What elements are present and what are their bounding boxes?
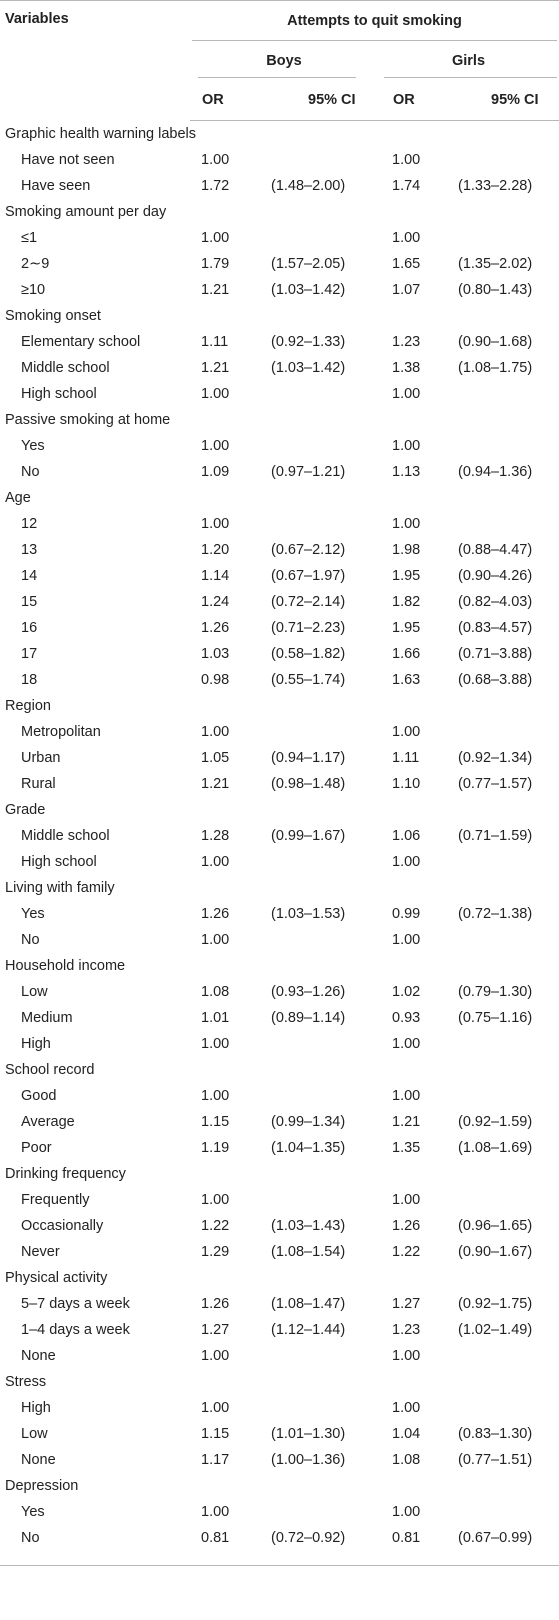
category-row bbox=[0, 953, 559, 979]
boys-or-value: 1.22 bbox=[201, 1218, 230, 1234]
row-label: No bbox=[21, 464, 40, 480]
boys-or-value: 1.00 bbox=[201, 854, 230, 870]
boys-ci-value: (0.55–1.74) bbox=[271, 672, 346, 688]
boys-ci-value: (1.03–1.43) bbox=[271, 1218, 346, 1234]
category-row bbox=[0, 1369, 559, 1395]
row-label: Occasionally bbox=[21, 1218, 104, 1234]
category-row bbox=[0, 121, 559, 148]
girls-or-value: 0.99 bbox=[392, 906, 421, 922]
boys-or-value: 0.98 bbox=[201, 672, 230, 688]
boys-header-label: Boys bbox=[266, 52, 302, 69]
bottom-rule-cell bbox=[0, 1551, 559, 1566]
boys-or-value: 1.21 bbox=[201, 282, 230, 298]
category-row bbox=[0, 797, 559, 823]
table-row bbox=[0, 1343, 559, 1369]
girls-or-value: 1.00 bbox=[392, 932, 421, 948]
girls-or-value: 1.27 bbox=[392, 1296, 421, 1312]
row-label: Average bbox=[21, 1114, 75, 1130]
girls-ci-value: (0.96–1.65) bbox=[458, 1218, 533, 1234]
boys-ci-value bbox=[260, 1343, 378, 1369]
boys-or-value: 1.26 bbox=[201, 620, 230, 636]
row-label: High school bbox=[21, 386, 97, 402]
girls-ci-value: (0.83–1.30) bbox=[458, 1426, 533, 1442]
girls-or-value: 1.07 bbox=[392, 282, 421, 298]
boys-or-value: 0.81 bbox=[201, 1530, 230, 1546]
boys-ci-value: (0.92–1.33) bbox=[271, 334, 346, 350]
boys-or-value: 1.00 bbox=[201, 1400, 230, 1416]
category-row bbox=[0, 693, 559, 719]
girls-or-value: 1.00 bbox=[392, 1192, 421, 1208]
girls-ci-header: 95% CI bbox=[445, 80, 559, 121]
boys-ci-value: (1.00–1.36) bbox=[271, 1452, 346, 1468]
boys-or-value: 1.05 bbox=[201, 750, 230, 766]
category-row bbox=[0, 1057, 559, 1083]
girls-or-value: 1.95 bbox=[392, 568, 421, 584]
table-row bbox=[0, 1135, 559, 1161]
girls-ci-value bbox=[445, 1343, 559, 1369]
boys-or-value: 1.00 bbox=[201, 230, 230, 246]
girls-ci-value: (1.08–1.69) bbox=[458, 1140, 533, 1156]
girls-ci-value: (0.75–1.16) bbox=[458, 1010, 533, 1026]
boys-or-value: 1.19 bbox=[201, 1140, 230, 1156]
table-row bbox=[0, 511, 559, 537]
category-row bbox=[0, 199, 559, 225]
girls-ci-value: (0.72–1.38) bbox=[458, 906, 533, 922]
boys-ci-value bbox=[260, 849, 378, 875]
category-label: Passive smoking at home bbox=[5, 412, 171, 428]
girls-or-value: 1.21 bbox=[392, 1114, 421, 1130]
row-label: Yes bbox=[21, 438, 45, 454]
boys-ci-value: (0.67–2.12) bbox=[271, 542, 346, 558]
boys-or-header: OR bbox=[190, 80, 260, 121]
boys-or-value: 1.01 bbox=[201, 1010, 230, 1026]
table-row bbox=[0, 1187, 559, 1213]
girls-ci-value bbox=[445, 1031, 559, 1057]
boys-ci-value: (0.72–0.92) bbox=[271, 1530, 346, 1546]
girls-ci-value bbox=[445, 1499, 559, 1525]
boys-or-value: 1.03 bbox=[201, 646, 230, 662]
row-label: 12 bbox=[21, 516, 38, 532]
boys-or-value: 1.00 bbox=[201, 1504, 230, 1520]
girls-or-value: 1.23 bbox=[392, 1322, 421, 1338]
girls-ci-value bbox=[445, 719, 559, 745]
table-row bbox=[0, 563, 559, 589]
girls-ci-value bbox=[445, 1187, 559, 1213]
boys-or-value: 1.09 bbox=[201, 464, 230, 480]
girls-header-rule bbox=[384, 77, 557, 78]
boys-ci-value: (0.99–1.67) bbox=[271, 828, 346, 844]
table-row bbox=[0, 1239, 559, 1265]
boys-or-value: 1.28 bbox=[201, 828, 230, 844]
row-label: Frequently bbox=[21, 1192, 90, 1208]
row-label: Medium bbox=[21, 1010, 73, 1026]
boys-ci-value bbox=[260, 225, 378, 251]
girls-or-value: 1.98 bbox=[392, 542, 421, 558]
boys-ci-value bbox=[260, 1083, 378, 1109]
category-row bbox=[0, 875, 559, 901]
girls-ci-value: (0.71–3.88) bbox=[458, 646, 533, 662]
girls-or-value: 0.93 bbox=[392, 1010, 421, 1026]
boys-ci-value bbox=[260, 147, 378, 173]
girls-or-value: 1.00 bbox=[392, 854, 421, 870]
girls-or-value: 1.04 bbox=[392, 1426, 421, 1442]
boys-or-value: 1.00 bbox=[201, 1348, 230, 1364]
boys-or-value: 1.27 bbox=[201, 1322, 230, 1338]
category-label: Depression bbox=[5, 1478, 79, 1494]
boys-ci-value: (1.04–1.35) bbox=[271, 1140, 346, 1156]
category-label: School record bbox=[5, 1062, 95, 1078]
girls-ci-value: (0.71–1.59) bbox=[458, 828, 533, 844]
table-row bbox=[0, 849, 559, 875]
boys-or-value: 1.00 bbox=[201, 386, 230, 402]
boys-ci-value bbox=[260, 927, 378, 953]
girls-ci-value bbox=[445, 225, 559, 251]
boys-ci-value bbox=[260, 1499, 378, 1525]
girls-or-header: OR bbox=[378, 80, 445, 121]
boys-ci-value: (0.67–1.97) bbox=[271, 568, 346, 584]
girls-or-value: 1.00 bbox=[392, 152, 421, 168]
table-row bbox=[0, 1525, 559, 1551]
girls-or-value: 1.23 bbox=[392, 334, 421, 350]
row-label: No bbox=[21, 932, 40, 948]
table-row bbox=[0, 147, 559, 173]
category-row bbox=[0, 1161, 559, 1187]
girls-or-value: 1.22 bbox=[392, 1244, 421, 1260]
row-label: Rural bbox=[21, 776, 56, 792]
row-label: Have seen bbox=[21, 178, 91, 194]
boys-ci-value: (1.08–1.54) bbox=[271, 1244, 346, 1260]
boys-or-value: 1.29 bbox=[201, 1244, 230, 1260]
table-row bbox=[0, 225, 559, 251]
row-label: None bbox=[21, 1348, 56, 1364]
girls-or-value: 1.11 bbox=[392, 750, 420, 766]
girls-or-value: 1.00 bbox=[392, 1036, 421, 1052]
girls-or-value: 1.38 bbox=[392, 360, 421, 376]
girls-ci-value: (0.68–3.88) bbox=[458, 672, 533, 688]
category-label: Graphic health warning labels bbox=[5, 126, 197, 142]
boys-ci-value bbox=[260, 1187, 378, 1213]
girls-or-value: 1.65 bbox=[392, 256, 421, 272]
category-label: Age bbox=[5, 490, 31, 506]
row-label: Never bbox=[21, 1244, 60, 1260]
boys-ci-value: (0.58–1.82) bbox=[271, 646, 346, 662]
girls-or-value: 1.66 bbox=[392, 646, 421, 662]
boys-header bbox=[190, 41, 378, 80]
boys-or-value: 1.08 bbox=[201, 984, 230, 1000]
girls-or-value: 1.06 bbox=[392, 828, 421, 844]
table-body bbox=[0, 121, 559, 1566]
table-row bbox=[0, 329, 559, 355]
boys-ci-value: (0.98–1.48) bbox=[271, 776, 346, 792]
boys-ci-value bbox=[260, 719, 378, 745]
row-label: Yes bbox=[21, 1504, 45, 1520]
girls-ci-value: (1.02–1.49) bbox=[458, 1322, 533, 1338]
girls-ci-value bbox=[445, 1083, 559, 1109]
table-row bbox=[0, 641, 559, 667]
girls-ci-value bbox=[445, 1395, 559, 1421]
boys-or-value: 1.26 bbox=[201, 906, 230, 922]
category-label: Grade bbox=[5, 802, 46, 818]
row-label: High school bbox=[21, 854, 97, 870]
girls-or-value: 1.00 bbox=[392, 1504, 421, 1520]
row-label: Metropolitan bbox=[21, 724, 101, 740]
table-row bbox=[0, 459, 559, 485]
girls-or-value: 1.00 bbox=[392, 516, 421, 532]
boys-or-value: 1.11 bbox=[201, 334, 229, 350]
table-row bbox=[0, 1499, 559, 1525]
table-row bbox=[0, 381, 559, 407]
boys-or-value: 1.00 bbox=[201, 1088, 230, 1104]
table-row bbox=[0, 537, 559, 563]
attempts-header bbox=[190, 1, 559, 42]
boys-ci-value: (0.97–1.21) bbox=[271, 464, 346, 480]
table-row bbox=[0, 1005, 559, 1031]
girls-ci-value: (0.67–0.99) bbox=[458, 1530, 533, 1546]
row-label: High bbox=[21, 1036, 51, 1052]
table-row bbox=[0, 251, 559, 277]
boys-or-value: 1.00 bbox=[201, 516, 230, 532]
boys-or-value: 1.15 bbox=[201, 1426, 230, 1442]
girls-ci-value bbox=[445, 511, 559, 537]
category-label: Living with family bbox=[5, 880, 115, 896]
boys-ci-value bbox=[260, 381, 378, 407]
girls-or-value: 1.13 bbox=[392, 464, 421, 480]
table-row bbox=[0, 277, 559, 303]
girls-or-value: 1.02 bbox=[392, 984, 421, 1000]
boys-or-value: 1.21 bbox=[201, 360, 230, 376]
boys-or-value: 1.20 bbox=[201, 542, 230, 558]
girls-ci-value: (1.33–2.28) bbox=[458, 178, 533, 194]
row-label: 5–7 days a week bbox=[21, 1296, 130, 1312]
row-label: 1–4 days a week bbox=[21, 1322, 130, 1338]
boys-ci-header: 95% CI bbox=[260, 80, 378, 121]
boys-or-value: 1.72 bbox=[201, 178, 230, 194]
girls-ci-value: (1.35–2.02) bbox=[458, 256, 533, 272]
table-row bbox=[0, 719, 559, 745]
boys-ci-value: (1.08–1.47) bbox=[271, 1296, 346, 1312]
row-label: 2∼9 bbox=[21, 256, 50, 272]
table-row bbox=[0, 1213, 559, 1239]
boys-ci-value: (0.71–2.23) bbox=[271, 620, 346, 636]
girls-or-value: 1.00 bbox=[392, 1348, 421, 1364]
table-row bbox=[0, 1447, 559, 1473]
row-label: Have not seen bbox=[21, 152, 115, 168]
girls-or-value: 1.26 bbox=[392, 1218, 421, 1234]
row-label: 16 bbox=[21, 620, 38, 636]
boys-or-value: 1.00 bbox=[201, 932, 230, 948]
boys-or-value: 1.79 bbox=[201, 256, 230, 272]
boys-or-value: 1.21 bbox=[201, 776, 230, 792]
boys-ci-value: (1.03–1.42) bbox=[271, 282, 346, 298]
table-row bbox=[0, 1031, 559, 1057]
girls-ci-value: (0.90–1.67) bbox=[458, 1244, 533, 1260]
girls-ci-value: (0.90–4.26) bbox=[458, 568, 533, 584]
category-row bbox=[0, 1265, 559, 1291]
boys-ci-value: (1.03–1.42) bbox=[271, 360, 346, 376]
boys-ci-value bbox=[260, 1395, 378, 1421]
girls-or-value: 1.00 bbox=[392, 386, 421, 402]
row-label: None bbox=[21, 1452, 56, 1468]
table-row bbox=[0, 1109, 559, 1135]
girls-ci-value: (0.82–4.03) bbox=[458, 594, 533, 610]
girls-or-value: 1.35 bbox=[392, 1140, 421, 1156]
boys-or-value: 1.00 bbox=[201, 1192, 230, 1208]
table-row bbox=[0, 771, 559, 797]
boys-or-value: 1.00 bbox=[201, 724, 230, 740]
girls-ci-value bbox=[445, 147, 559, 173]
girls-ci-value: (0.77–1.51) bbox=[458, 1452, 533, 1468]
table-row bbox=[0, 927, 559, 953]
category-label: Household income bbox=[5, 958, 126, 974]
girls-or-value: 0.81 bbox=[392, 1530, 421, 1546]
boys-or-value: 1.15 bbox=[201, 1114, 230, 1130]
row-label: Poor bbox=[21, 1140, 52, 1156]
attempts-header-label: Attempts to quit smoking bbox=[287, 13, 462, 29]
girls-ci-value: (0.92–1.75) bbox=[458, 1296, 533, 1312]
girls-or-value: 1.82 bbox=[392, 594, 421, 610]
table-row bbox=[0, 1317, 559, 1343]
boys-ci-value bbox=[260, 1031, 378, 1057]
girls-header bbox=[378, 41, 559, 80]
table-row bbox=[0, 355, 559, 381]
row-label: Low bbox=[21, 1426, 48, 1442]
boys-ci-value: (0.72–2.14) bbox=[271, 594, 346, 610]
girls-ci-value: (0.77–1.57) bbox=[458, 776, 533, 792]
table-row bbox=[0, 1395, 559, 1421]
category-label: Region bbox=[5, 698, 51, 714]
girls-or-value: 1.00 bbox=[392, 438, 421, 454]
girls-or-value: 1.74 bbox=[392, 178, 421, 194]
girls-ci-value bbox=[445, 433, 559, 459]
girls-ci-value: (1.08–1.75) bbox=[458, 360, 533, 376]
boys-or-value: 1.00 bbox=[201, 438, 230, 454]
row-label: 14 bbox=[21, 568, 38, 584]
girls-ci-value bbox=[445, 381, 559, 407]
girls-or-value: 1.10 bbox=[392, 776, 421, 792]
row-label: Yes bbox=[21, 906, 45, 922]
boys-ci-value: (1.12–1.44) bbox=[271, 1322, 346, 1338]
table-row bbox=[0, 745, 559, 771]
boys-ci-value: (0.94–1.17) bbox=[271, 750, 346, 766]
row-label: Low bbox=[21, 984, 48, 1000]
table-row bbox=[0, 173, 559, 199]
girls-ci-value: (0.79–1.30) bbox=[458, 984, 533, 1000]
girls-or-value: 1.00 bbox=[392, 1400, 421, 1416]
girls-ci-value: (0.94–1.36) bbox=[458, 464, 533, 480]
row-label: 13 bbox=[21, 542, 38, 558]
boys-or-value: 1.17 bbox=[201, 1452, 230, 1468]
category-label: Smoking onset bbox=[5, 308, 101, 324]
table-row bbox=[0, 589, 559, 615]
bottom-rule bbox=[0, 1551, 559, 1566]
boys-or-value: 1.24 bbox=[201, 594, 230, 610]
girls-or-value: 1.63 bbox=[392, 672, 421, 688]
category-label: Smoking amount per day bbox=[5, 204, 167, 220]
girls-ci-value bbox=[445, 927, 559, 953]
row-label: ≥10 bbox=[21, 282, 46, 298]
girls-ci-value: (0.80–1.43) bbox=[458, 282, 533, 298]
girls-or-value: 1.00 bbox=[392, 724, 421, 740]
boys-ci-value: (1.57–2.05) bbox=[271, 256, 346, 272]
girls-header-label: Girls bbox=[451, 52, 486, 69]
girls-ci-value: (0.83–4.57) bbox=[458, 620, 533, 636]
girls-or-value: 1.95 bbox=[392, 620, 421, 636]
row-label: Middle school bbox=[21, 360, 110, 376]
row-label: 15 bbox=[21, 594, 38, 610]
table-row bbox=[0, 823, 559, 849]
boys-ci-value: (1.03–1.53) bbox=[271, 906, 346, 922]
row-label: Middle school bbox=[21, 828, 110, 844]
girls-ci-value bbox=[445, 849, 559, 875]
table-row bbox=[0, 1083, 559, 1109]
boys-ci-value: (0.99–1.34) bbox=[271, 1114, 346, 1130]
category-row bbox=[0, 407, 559, 433]
row-label: Good bbox=[21, 1088, 57, 1104]
row-label: Elementary school bbox=[21, 334, 141, 350]
boys-or-value: 1.26 bbox=[201, 1296, 230, 1312]
boys-header-rule bbox=[198, 77, 356, 78]
boys-ci-value: (0.89–1.14) bbox=[271, 1010, 346, 1026]
category-row bbox=[0, 303, 559, 329]
table-row bbox=[0, 615, 559, 641]
girls-or-value: 1.08 bbox=[392, 1452, 421, 1468]
row-label: High bbox=[21, 1400, 51, 1416]
category-row bbox=[0, 1473, 559, 1499]
table-row bbox=[0, 901, 559, 927]
row-label: 17 bbox=[21, 646, 38, 662]
boys-or-value: 1.00 bbox=[201, 1036, 230, 1052]
row-label: ≤1 bbox=[21, 230, 38, 246]
girls-ci-value: (0.92–1.34) bbox=[458, 750, 533, 766]
boys-ci-value: (0.93–1.26) bbox=[271, 984, 346, 1000]
table-row bbox=[0, 667, 559, 693]
table-row bbox=[0, 979, 559, 1005]
row-label: No bbox=[21, 1530, 40, 1546]
girls-ci-value: (0.90–1.68) bbox=[458, 334, 533, 350]
header-row-1 bbox=[0, 1, 559, 42]
category-label: Drinking frequency bbox=[5, 1166, 126, 1182]
table-row bbox=[0, 433, 559, 459]
table-row bbox=[0, 1421, 559, 1447]
variables-header: Variables bbox=[0, 1, 190, 121]
category-label: Physical activity bbox=[5, 1270, 108, 1286]
girls-ci-value: (0.92–1.59) bbox=[458, 1114, 533, 1130]
boys-ci-value bbox=[260, 511, 378, 537]
row-label: 18 bbox=[21, 672, 38, 688]
boys-ci-value: (1.48–2.00) bbox=[271, 178, 346, 194]
boys-ci-value: (1.01–1.30) bbox=[271, 1426, 346, 1442]
row-label: Urban bbox=[21, 750, 61, 766]
girls-or-value: 1.00 bbox=[392, 1088, 421, 1104]
category-row bbox=[0, 485, 559, 511]
table-row bbox=[0, 1291, 559, 1317]
boys-ci-value bbox=[260, 433, 378, 459]
boys-or-value: 1.00 bbox=[201, 152, 230, 168]
girls-or-value: 1.00 bbox=[392, 230, 421, 246]
category-label: Stress bbox=[5, 1374, 47, 1390]
boys-or-value: 1.14 bbox=[201, 568, 230, 584]
girls-ci-value: (0.88–4.47) bbox=[458, 542, 533, 558]
